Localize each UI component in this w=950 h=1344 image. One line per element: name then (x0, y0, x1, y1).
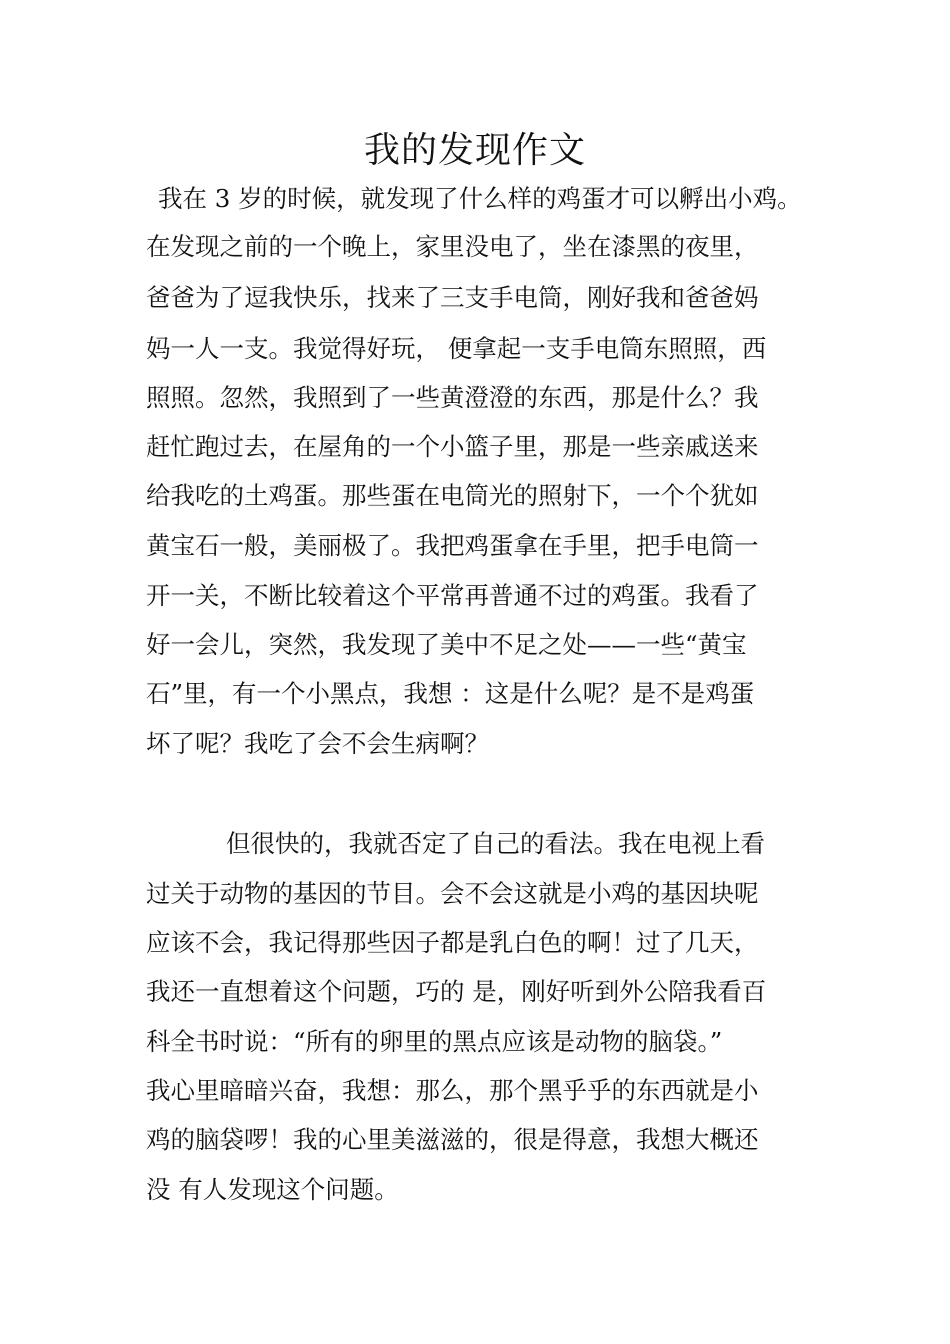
text-line: 石”里，有一个小黑点，我想 ：这是什么呢？是不是鸡蛋 (146, 679, 755, 708)
text-line: 开一关，不断比较着这个平常再普通不过的鸡蛋。我看了 (146, 581, 759, 610)
text-line: 妈一人一支。我觉得好玩， 便拿起一支手电筒东照照，西 (146, 334, 767, 363)
text-line: 赶忙跑过去，在屋角的一个小篮子里，那是一些亲戚送来 (146, 432, 759, 461)
text-line: 我在 3 岁的时候，就发现了什么样的鸡蛋才可以孵出小鸡。 (158, 184, 802, 213)
text-line: 给我吃的土鸡蛋。那些蛋在电筒光的照射下，一个个犹如 (146, 481, 759, 510)
text-line: 过关于动物的基因的节目。会不会这就是小鸡的基因块呢 (146, 879, 759, 908)
text-line: 我心里暗暗兴奋，我想：那么，那个黑乎乎的东西就是小 (146, 1076, 759, 1105)
document-title: 我的发现作文 (363, 130, 586, 171)
text-line: 坏了呢？我吃了会不会生病啊？ (146, 729, 489, 758)
text-line: 没 有人发现这个问题。 (146, 1175, 399, 1204)
text-line: 应该不会，我记得那些因子都是乳白色的啊！过了几天， (146, 928, 759, 957)
text-line: 在发现之前的一个晚上，家里没电了，坐在漆黑的夜里， (146, 232, 759, 261)
text-line: 科全书时说：“所有的卵里的黑点应该是动物的脑袋。” (146, 1027, 723, 1056)
text-line: 但很快的，我就否定了自己的看法。我在电视上看 (226, 829, 765, 858)
text-line: 我还一直想着这个问题，巧的 是，刚好听到外公陪我看百 (146, 977, 767, 1006)
text-line: 照照。忽然，我照到了一些黄澄澄的东西，那是什么？我 (146, 383, 759, 412)
text-line: 黄宝石一般，美丽极了。我把鸡蛋拿在手里，把手电筒一 (146, 531, 759, 560)
text-line: 鸡的脑袋啰！我的心里美滋滋的，很是得意，我想大概还 (146, 1125, 759, 1154)
text-line: 好一会儿，突然，我发现了美中不足之处——一些“黄宝 (146, 630, 747, 659)
text-line: 爸爸为了逗我快乐，找来了三支手电筒，刚好我和爸爸妈 (146, 283, 759, 312)
